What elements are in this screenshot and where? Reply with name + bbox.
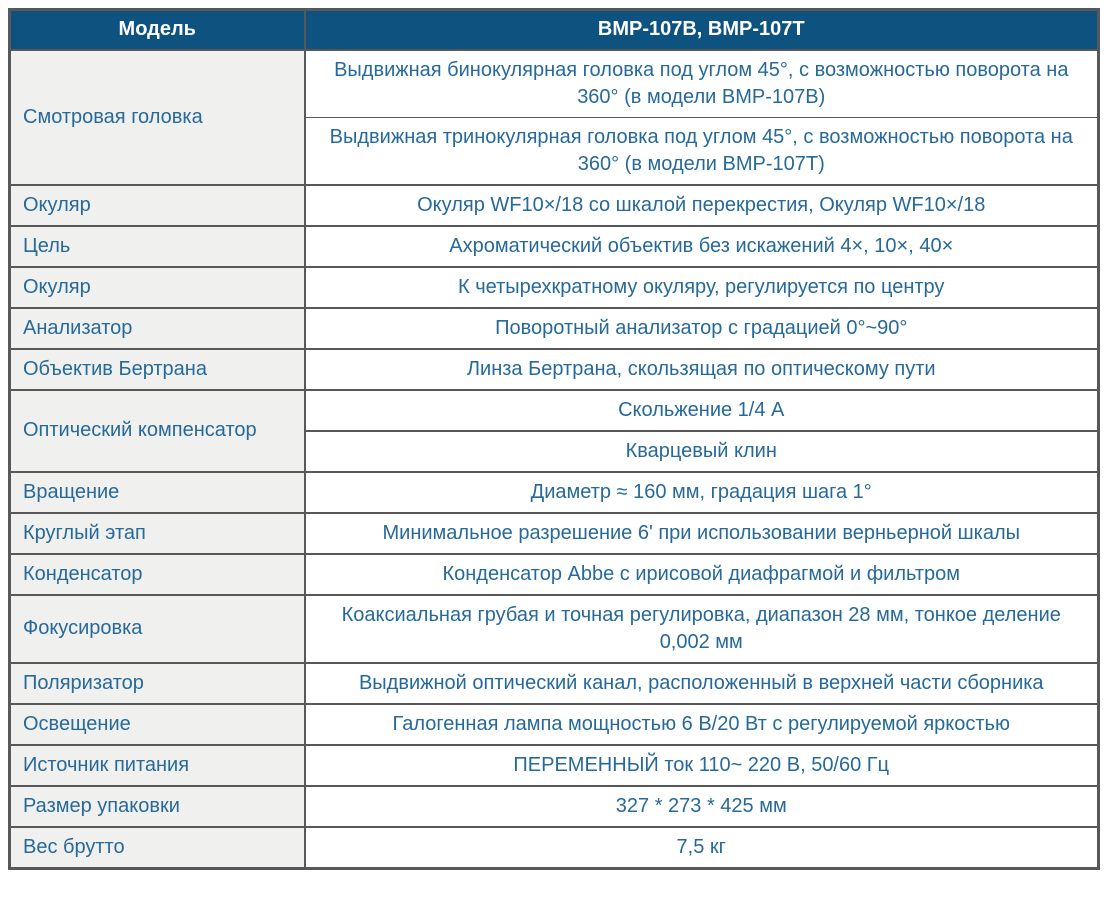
spec-value-compensator-wedge: Кварцевый клин [305,431,1099,472]
spec-value-package-size: 327 * 273 * 425 мм [305,786,1099,827]
row-eyepiece [10,185,1099,226]
spec-value-analyzer: Поворотный анализатор с градацией 0°~90° [305,308,1099,349]
spec-value-circular-stage: Минимальное разрешение 6' при использовании верньерной шкалы [305,513,1099,554]
row-rotation [10,472,1099,513]
spec-label-analyzer: Анализатор [10,308,305,349]
row-package-size [10,786,1099,827]
row-eyepiece-centering [10,267,1099,308]
spec-table [8,8,1100,870]
row-circular-stage [10,513,1099,554]
spec-value-viewing-head-binocular: Выдвижная бинокулярная головка под углом 45°, с возможностью поворота на 360° (в модели BMP-107B) [305,50,1099,118]
spec-value-polarizer: Выдвижной оптический канал, расположенный в верхней части сборника [305,663,1099,704]
row-objective [10,226,1099,267]
row-gross-weight [10,827,1099,869]
spec-label-condenser: Конденсатор [10,554,305,595]
spec-value-gross-weight: 7,5 кг [305,827,1099,869]
spec-value-rotation: Диаметр ≈ 160 мм, градация шага 1° [305,472,1099,513]
spec-value-viewing-head-trinocular: Выдвижная тринокулярная головка под углом 45°, с возможностью поворота на 360° (в модели BMP-107T) [305,117,1099,185]
spec-label-gross-weight: Вес брутто [10,827,305,869]
spec-label-power-supply: Источник питания [10,745,305,786]
header-model-value: BMP-107B, BMP-107T [305,10,1099,50]
spec-value-power-supply: ПЕРЕМЕННЫЙ ток 110~ 220 В, 50/60 Гц [305,745,1099,786]
spec-value-focusing: Коаксиальная грубая и точная регулировка, диапазон 28 мм, тонкое деление 0,002 мм [305,595,1099,663]
spec-label-rotation: Вращение [10,472,305,513]
spec-value-eyepiece-centering: К четырехкратному окуляру, регулируется по центру [305,267,1099,308]
row-focusing [10,595,1099,663]
row-viewing-head-1 [10,50,1099,118]
row-analyzer [10,308,1099,349]
spec-label-eyepiece-centering: Окуляр [10,267,305,308]
row-illumination [10,704,1099,745]
spec-value-condenser: Конденсатор Abbe с ирисовой диафрагмой и фильтром [305,554,1099,595]
row-bertrand-lens [10,349,1099,390]
spec-value-bertrand-lens: Линза Бертрана, скользящая по оптическому пути [305,349,1099,390]
row-optical-compensator-1 [10,390,1099,431]
header-model-label: Модель [10,10,305,50]
spec-label-circular-stage: Круглый этап [10,513,305,554]
spec-value-illumination: Галогенная лампа мощностью 6 В/20 Вт с регулируемой яркостью [305,704,1099,745]
row-condenser [10,554,1099,595]
spec-label-bertrand-lens: Объектив Бертрана [10,349,305,390]
spec-label-focusing: Фокусировка [10,595,305,663]
spec-label-optical-compensator: Оптический компенсатор [10,390,305,472]
spec-label-package-size: Размер упаковки [10,786,305,827]
spec-label-viewing-head: Смотровая головка [10,50,305,185]
spec-value-eyepiece: Окуляр WF10×/18 со шкалой перекрестия, Окуляр WF10×/18 [305,185,1099,226]
spec-label-objective: Цель [10,226,305,267]
row-polarizer [10,663,1099,704]
spec-label-illumination: Освещение [10,704,305,745]
spec-label-eyepiece: Окуляр [10,185,305,226]
spec-label-polarizer: Поляризатор [10,663,305,704]
spec-value-compensator-slide: Скольжение 1/4 А [305,390,1099,431]
header-row [10,10,1099,50]
row-power-supply [10,745,1099,786]
spec-value-objective: Ахроматический объектив без искажений 4×, 10×, 40× [305,226,1099,267]
